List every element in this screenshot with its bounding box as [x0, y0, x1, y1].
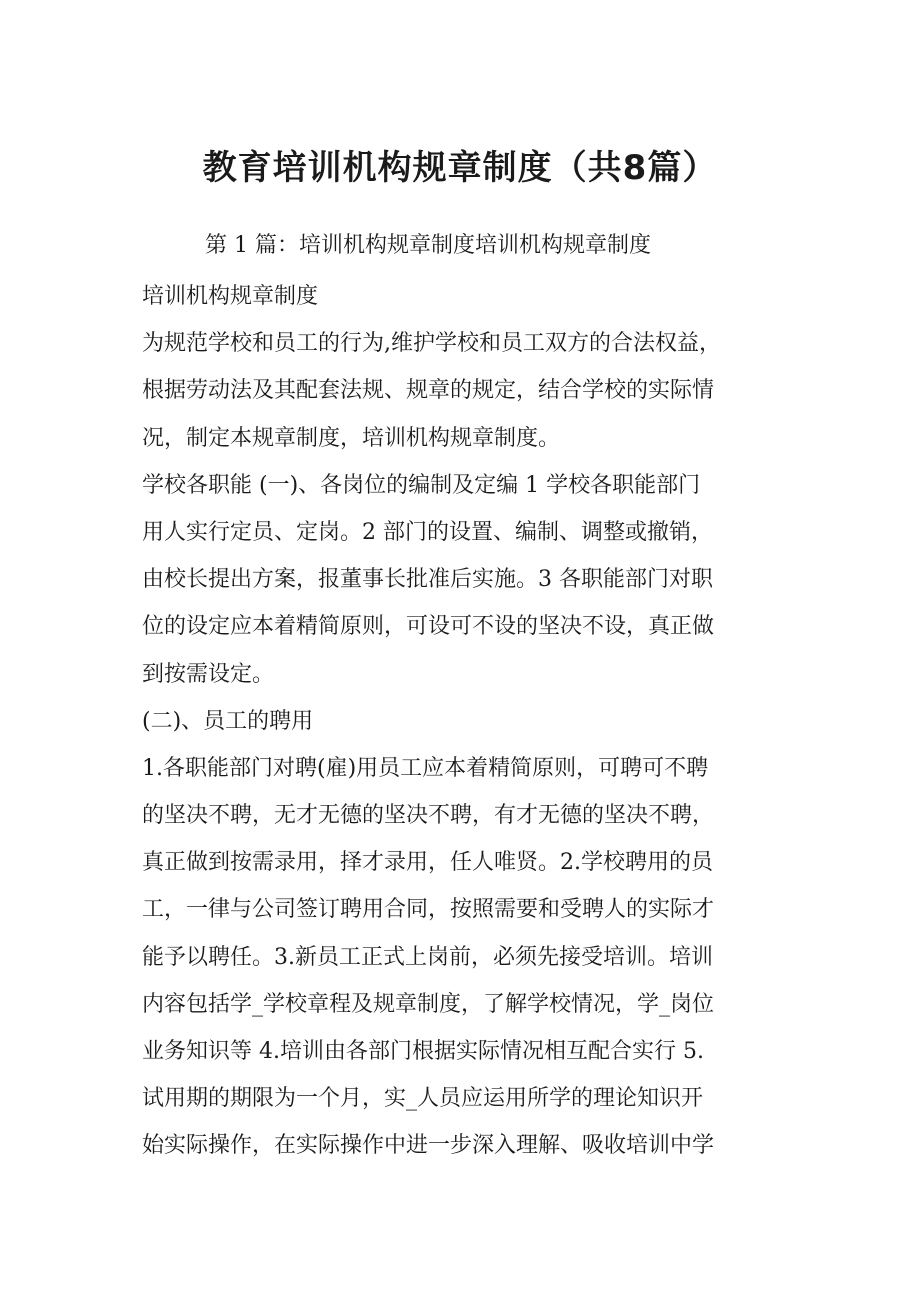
body-line: 工，一律与公司签订聘用合同，按照需要和受聘人的实际才: [142, 897, 715, 923]
body-line: 的坚决不聘，无才无德的坚决不聘，有才无德的坚决不聘，: [142, 803, 715, 829]
body-line: (二)、员工的聘用: [142, 708, 314, 734]
body-line: 学校各职能 (一)、各岗位的编制及定编 1 学校各职能部门: [142, 472, 701, 498]
body-line: 到按需设定。: [142, 661, 275, 687]
body-line: 为规范学校和员工的行为,维护学校和员工双方的合法权益，: [142, 331, 721, 357]
document-title: 教育培训机构规章制度（共8篇）: [202, 148, 718, 188]
body-line: 用人实行定员、定岗。2 部门的设置、编制、调整或撤销，: [142, 519, 713, 545]
body-line: 1.各职能部门对聘(雇)用员工应本着精简原则，可聘可不聘: [142, 755, 709, 781]
body-line: 况，制定本规章制度，培训机构规章制度。: [142, 425, 561, 451]
body-line: 始实际操作，在实际操作中进一步深入理解、吸收培训中学: [142, 1133, 715, 1159]
body-line: 业务知识等 4.培训由各部门根据实际情况相互配合实行 5.: [142, 1039, 704, 1064]
document-body: [142, 273, 787, 1170]
body-line: 由校长提出方案，报董事长批准后实施。3 各职能部门对职: [142, 567, 713, 593]
body-line: 真正做到按需录用，择才录用，任人唯贤。2.学校聘用的员: [142, 850, 713, 876]
chapter-heading: 第 1 篇：培训机构规章制度培训机构规章制度: [205, 233, 651, 258]
body-line: 根据劳动法及其配套法规、规章的规定，结合学校的实际情: [142, 378, 715, 404]
body-line: 内容包括学_学校章程及规章制度，了解学校情况，学_岗位: [142, 991, 715, 1017]
body-line: 位的设定应本着精简原则，可设可不设的坚决不设，真正做: [142, 614, 715, 640]
body-line: 试用期的期限为一个月，实_人员应运用所学的理论知识开: [142, 1086, 704, 1112]
body-line: 培训机构规章制度: [142, 284, 319, 309]
body-line: 能予以聘任。3.新员工正式上岗前，必须先接受培训。培训: [142, 944, 713, 970]
